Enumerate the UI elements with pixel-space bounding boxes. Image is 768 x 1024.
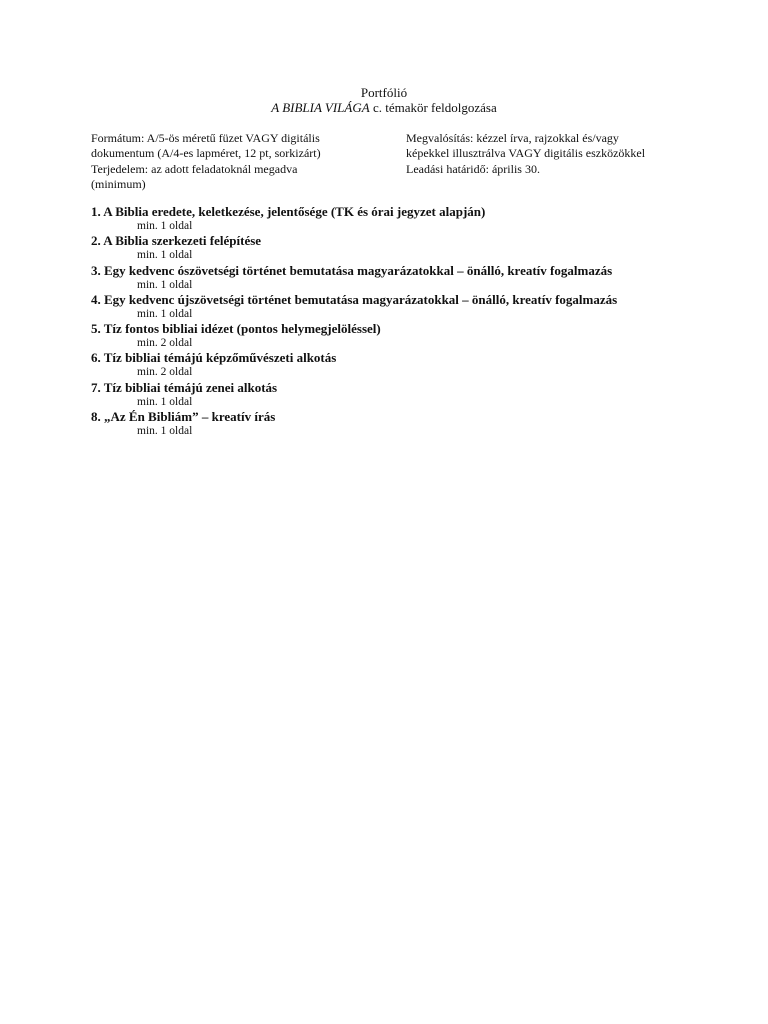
- task-list: [91, 204, 731, 438]
- task-item: [91, 263, 731, 292]
- task-title: 1. A Biblia eredete, keletkezése, jelentősége (TK és órai jegyzet alapján): [91, 204, 486, 219]
- subtitle-rest-part: c. témakör feldolgozása: [369, 100, 497, 115]
- task-min-length: min. 1 oldal: [137, 425, 193, 438]
- implementation-requirements: Megvalósítás: kézzel írva, rajzokkal és/vagy képekkel illusztrálva VAGY digitális eszközökkel Leadási határidő: április 30.: [406, 131, 646, 176]
- task-title: 2. A Biblia szerkezeti felépítése: [91, 233, 262, 249]
- task-title: 8. „Az Én Bibliám” – kreatív írás: [91, 409, 276, 425]
- task-title: 7. Tíz bibliai témájú zenei alkotás: [91, 379, 278, 395]
- task-title: 3. Egy kedvenc ószövetségi történet bemutatása magyarázatokkal – önálló, kreatív fogalmazás: [91, 262, 613, 278]
- task-item: [91, 350, 731, 379]
- task-min-length: min. 2 oldal: [137, 366, 193, 379]
- task-title: 5. Tíz fontos bibliai idézet (pontos helymegjelöléssel): [91, 321, 381, 337]
- task-item: [91, 292, 731, 321]
- task-title: 6. Tíz bibliai témájú képzőművészeti alkotás: [91, 350, 337, 366]
- task-item: [91, 233, 731, 262]
- task-min-length: min. 1 oldal: [137, 395, 193, 408]
- task-min-length: min. 1 oldal: [137, 249, 193, 262]
- task-min-length: min. 1 oldal: [137, 278, 193, 291]
- document-subtitle: [0, 100, 768, 115]
- task-min-length: min. 2 oldal: [137, 337, 193, 350]
- task-title: 4. Egy kedvenc újszövetségi történet bemutatása magyarázatokkal – önálló, kreatív fogalmazás: [91, 291, 618, 307]
- title-block: [0, 85, 768, 115]
- task-item: [91, 409, 731, 438]
- task-item: [91, 321, 731, 350]
- format-requirements: Formátum: A/5-ös méretű füzet VAGY digitális dokumentum (A/4-es lapméret, 12 pt, sorkizárt) Terjedelem: az adott feladatoknál megadva (minimum): [91, 131, 321, 191]
- task-min-length: min. 1 oldal: [137, 220, 193, 232]
- task-item: [91, 380, 731, 409]
- document-title: Portfólió: [360, 85, 408, 100]
- task-item: [91, 204, 731, 233]
- task-min-length: min. 1 oldal: [137, 307, 193, 320]
- subtitle-italic-part: A BIBLIA VILÁGA: [271, 100, 370, 115]
